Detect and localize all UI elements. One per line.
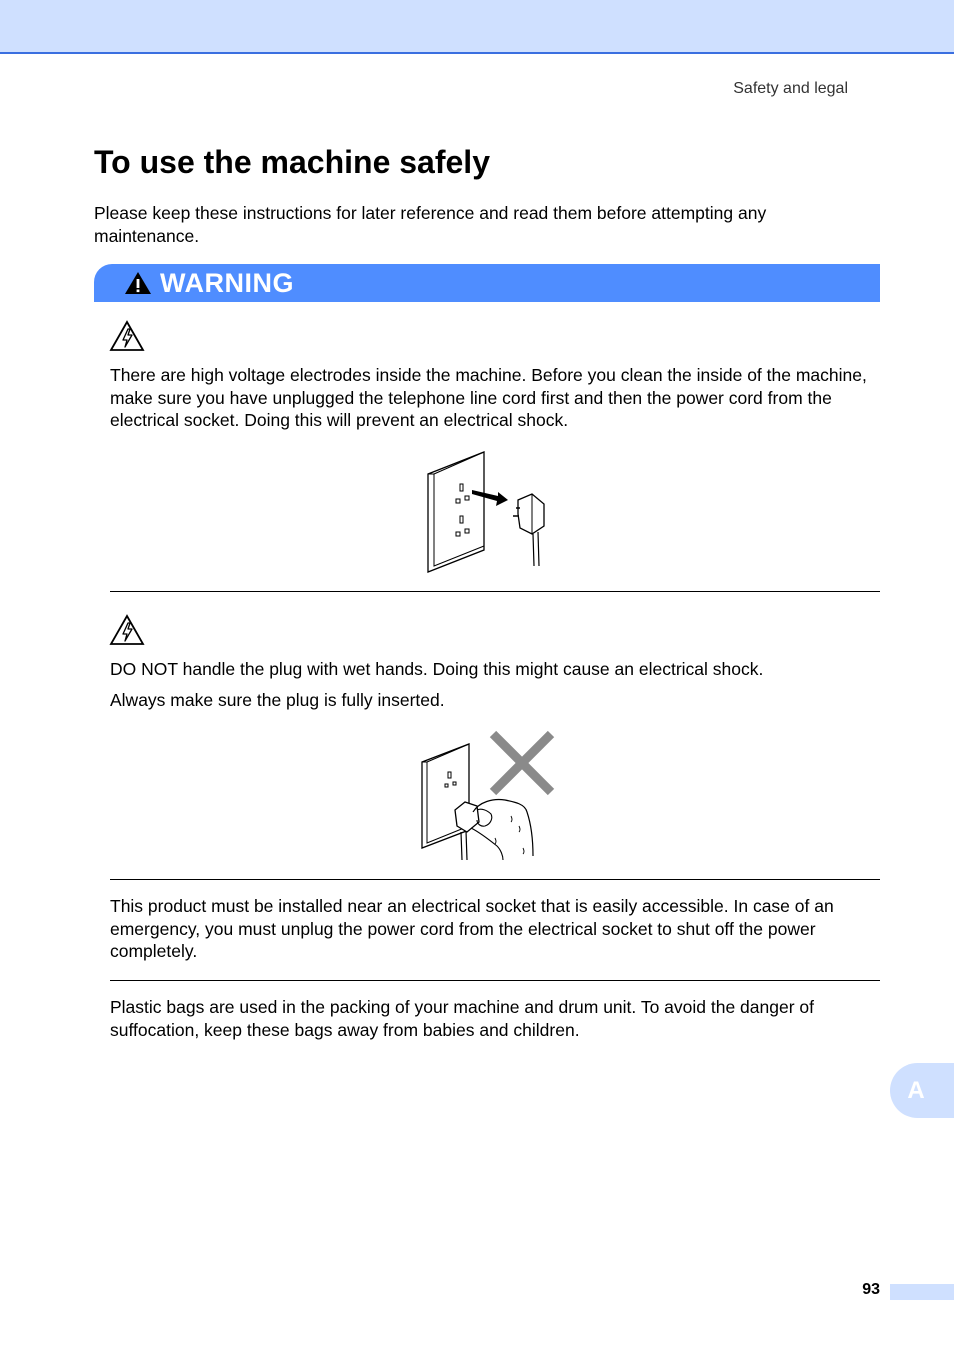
page-number: 93 — [862, 1281, 880, 1298]
page-title: To use the machine safely — [94, 144, 490, 180]
warning-triangle-icon — [124, 271, 152, 295]
item-4-paragraph: Plastic bags are used in the packing of your machine and drum unit. To avoid the danger of suffocation, keep these bags away from babies and children. — [110, 997, 814, 1040]
wet-hand-plug-illustration — [415, 728, 560, 863]
electrical-hazard-icon — [109, 320, 145, 352]
divider — [110, 879, 880, 880]
footer-strip — [890, 1284, 954, 1300]
appendix-tab-label: A — [907, 1076, 925, 1104]
cross-mark-icon — [493, 734, 551, 792]
unplug-illustration — [420, 448, 555, 576]
item-3-paragraph: This product must be installed near an electrical socket that is easily accessible. In case of an emergency, you must unplug the power cord from the electrical socket to shut off the power completely. — [110, 896, 834, 961]
warning-banner — [94, 264, 880, 302]
item-2-paragraph-2: Always make sure the plug is fully inserted. — [110, 690, 445, 710]
intro-paragraph: Please keep these instructions for later reference and read them before attempting any maintenance. — [94, 203, 767, 246]
electrical-hazard-icon — [109, 614, 145, 646]
item-1-paragraph: There are high voltage electrodes inside the machine. Before you clean the inside of the machine, make sure you have unplugged the telephone line cord first and then the power cord from the electrical socket. Doing this will prevent an electrical shock. — [110, 365, 867, 430]
divider — [110, 591, 880, 592]
top-header-band — [0, 0, 954, 54]
item-2-paragraph-1: DO NOT handle the plug with wet hands. Doing this might cause an electrical shock. — [110, 659, 764, 679]
divider — [110, 980, 880, 981]
running-head: Safety and legal — [733, 80, 848, 97]
warning-label: WARNING — [160, 267, 294, 298]
appendix-tab — [890, 1063, 954, 1118]
